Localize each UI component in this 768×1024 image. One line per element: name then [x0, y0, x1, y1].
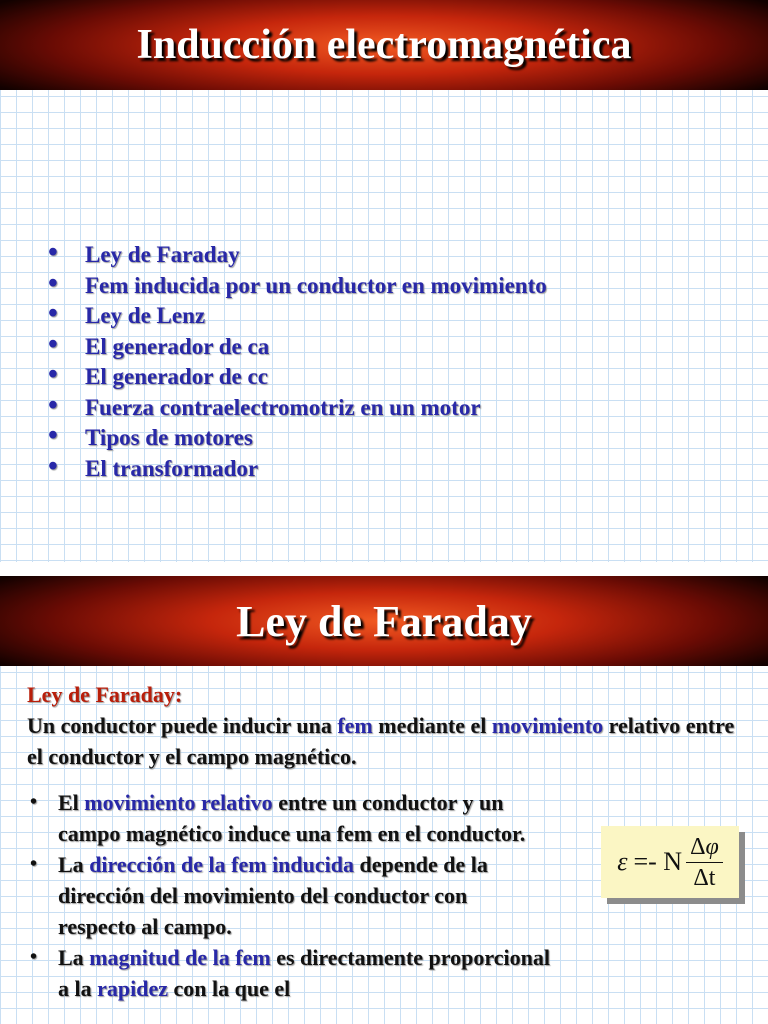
point-highlight: rapidez: [97, 976, 169, 1001]
formula-fraction: [686, 832, 723, 893]
slide1-title: Inducción electromagnética: [136, 22, 632, 68]
list-item: [30, 849, 550, 942]
list-item: • El generador de ca: [48, 332, 565, 363]
point-text: con la que el: [168, 976, 291, 1001]
numerator-phi: φ: [705, 833, 719, 860]
point-highlight: dirección de la fem inducida: [89, 852, 355, 877]
slide2-title-banner: [0, 576, 768, 666]
list-item: • El generador de cc: [48, 362, 565, 393]
point-text: El: [58, 790, 85, 815]
movimiento-highlight: movimiento: [491, 713, 604, 738]
fem-highlight: fem: [337, 713, 373, 738]
list-item: • Fem inducida por un conductor en movimiento: [48, 271, 565, 302]
faraday-intro-text: [27, 710, 747, 772]
formula-denominator: Δt: [693, 864, 716, 891]
list-item: • Fuerza contraelectromotriz en un motor: [48, 393, 565, 424]
slide1-title-banner: [0, 0, 768, 90]
topics-list: [48, 240, 565, 484]
point-text: depende de la dirección del movimiento del conductor con respecto al campo.: [58, 852, 488, 939]
intro-text-3: relativo entre el conductor y el campo magnético.: [27, 713, 735, 769]
slide2-title: Ley de Faraday: [236, 596, 532, 646]
point-text: es directamente proporcional a la: [58, 945, 550, 1001]
formula-equals: =- N: [633, 847, 683, 876]
epsilon-symbol: ε: [617, 847, 628, 876]
list-item: • Ley de Faraday: [48, 240, 565, 271]
faraday-formula: [601, 826, 739, 898]
faraday-heading: Ley de Faraday:: [27, 682, 183, 707]
intro-text-2: mediante el: [372, 713, 492, 738]
intro-text-1: Un conductor puede inducir una: [27, 713, 338, 738]
list-item: [30, 942, 550, 1004]
point-text: entre un conductor y un campo magnético induce una fem en el conductor.: [58, 790, 526, 846]
list-item: • El transformador: [48, 454, 565, 485]
list-item: [30, 787, 550, 849]
list-item: • Tipos de motores: [48, 423, 565, 454]
point-highlight: movimiento relativo: [84, 790, 273, 815]
point-text: La: [58, 852, 90, 877]
list-item: • Ley de Lenz: [48, 301, 565, 332]
slide-divider: [0, 562, 768, 576]
faraday-intro: [27, 680, 747, 772]
point-text: La: [58, 945, 90, 970]
formula-numerator: [686, 832, 723, 863]
faraday-points: [30, 787, 550, 1004]
numerator-delta: Δ: [690, 833, 706, 860]
point-highlight: magnitud de la fem: [89, 945, 271, 970]
